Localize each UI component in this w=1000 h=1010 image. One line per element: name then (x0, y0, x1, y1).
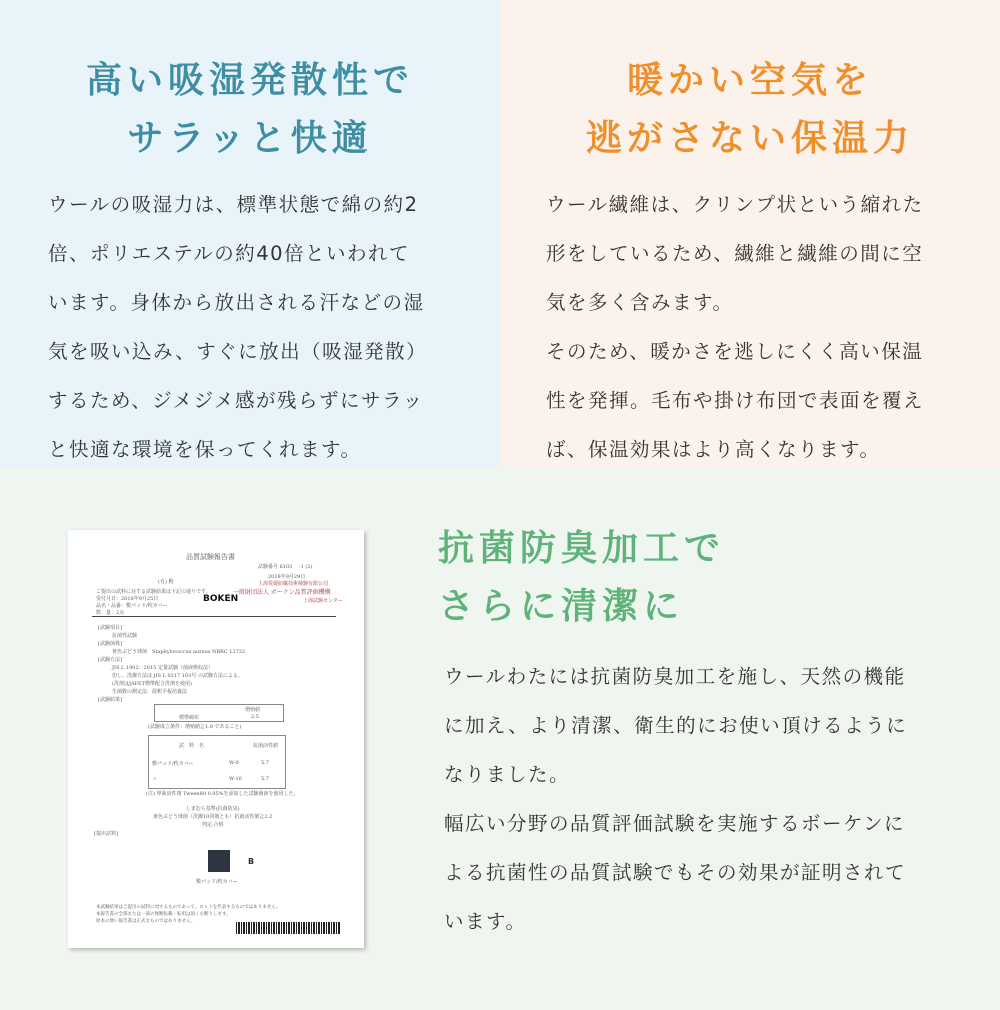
detail-line: (洗剤はJAFET標準配合洗剤を使用) (112, 681, 192, 687)
sample-label: 敷パッド/枕カバー (196, 879, 238, 885)
section-body (546, 180, 924, 474)
disclaimer-line: 本報告書の全部または一部の無断転載・転用は固くお断りします。 (96, 912, 231, 917)
detail-line: 但し、洗濯方法は JIS L 0217 103号 の試験方法による。 (112, 673, 243, 679)
section-title (438, 520, 725, 636)
table-header: 試 料 名 (179, 743, 205, 749)
title-line: 逃がさない保温力 (585, 118, 914, 159)
body-line: するため、ジメジメ感が残らずにサラッ (48, 389, 424, 412)
body-line: います。身体から放出される汗などの湿 (48, 291, 425, 314)
title-line: 高い吸湿発散性で (85, 60, 414, 101)
section-body (444, 652, 907, 946)
standard-block (153, 805, 272, 829)
section-title (0, 52, 500, 168)
received-date: 受付月日：2018年9月25日 (96, 596, 159, 602)
boken-logo: BOKEN (203, 594, 239, 604)
table-cell: 標準綿布 (179, 715, 200, 721)
title-line: サラッと快適 (127, 118, 373, 159)
body-line: 幅広い分野の品質評価試験を実施するボーケンに (444, 812, 906, 835)
section-title (500, 52, 1000, 168)
body-line: 倍、ポリエステルの約40倍といわれて (48, 242, 411, 265)
company-name: 一般財団法人 ボーケン品質評価機構 (233, 589, 331, 596)
body-line: 性を発揮。毛布や掛け布団で表面を覆え (546, 389, 925, 412)
report-date: 2018年9月29日 (268, 574, 306, 580)
body-line: に加え、より清潔、衛生的にお使い頂けるように (444, 714, 908, 737)
disclaimer-line: 原本の無い報告書は正式なものではありません。 (96, 919, 196, 924)
body-line: 形をしているため、繊維と繊維の間に空 (546, 242, 924, 265)
divider (92, 616, 336, 617)
table-cell: 2.5 (251, 714, 259, 720)
body-line: ウール繊維は、クリンプ状という縮れた (546, 193, 924, 216)
report-intro: ご提出の試料に対する試験結果は下記の通りです。 (96, 589, 211, 595)
table-cell: W-10 (229, 776, 242, 782)
standard-line: しまむら基準(抗菌防臭) (185, 806, 240, 812)
detail-line: JIS L 1902：2015 定量試験（菌液吸収法） (112, 665, 213, 671)
body-line: よる抗菌性の品質試験でもその効果が証明されて (444, 861, 907, 884)
fabric-sample (208, 850, 230, 872)
body-line: と快適な環境を保ってくれます。 (48, 438, 362, 461)
item-count: 数 量：2点 (96, 610, 125, 616)
body-line: なりました。 (444, 763, 571, 786)
table-header: 増殖値 (245, 707, 261, 713)
item-name: 品名・品番：敷パッド/枕カバー (96, 603, 168, 609)
attached-label: [提出試料] (94, 831, 118, 837)
body-line: ウールわたには抗菌防臭加工を施し、天然の機能 (444, 665, 906, 688)
test-report-image: 品質試験報告書 試験番号 6103 -1 (2) 2018年9月29日 (有) 殿 上海愛麗紡織技術検験有限公司 一般財団法人 ボーケン品質評価機構 BOKEN 上海試験センター ご提出の試料に対する試験結果は下記の通りです。 受付月日：2018年9月25日 品名・品番：敷パッド/枕カバー 数 量：2点 [試験項目] 抗菌性試験 [試験菌株] 黄色ぶどう球菌 Staphylococcus aureus NBRC 12732 [試験方法] JIS L 1902：2015 定量試験（菌液吸収法） 但し、洗濯方法は JIS L 0217 103号 の試験方法による。 (洗剤はJAFET標準配合洗剤を使用) 生菌数の測定法：混釈平板培養法 [試験結果] 増殖値 標準綿布 2.5 (試験成立条件：増殖値≧1.0 であること) 試 料 名 抗菌活性値 敷パッド/枕カバー W-0 5.7 〃 W-10 5.7 (注) 界面活性剤 Tween80 0.05%を添加した試験菌液を使用した。 しまむら基準(抗菌防臭) 黄色ぶどう球菌（洗濯10回後とも）抗菌活性値≧2.2 判定:合格 [提出試料] B 敷パッド/枕カバー 本試験結果はご提出の試料に対するものであって、ロットを代表するものではありません。 本報告書の全部または一部の無断転載・転用は固くお断りします。 原本の無い報告書は正式なものではありません。 (68, 530, 364, 948)
control-table (154, 704, 284, 722)
title-line: 抗菌防臭加工で (438, 528, 726, 569)
detail-line: 生菌数の測定法：混釈平板培養法 (112, 689, 188, 695)
disclaimer-line: 本試験結果はご提出の試料に対するものであって、ロットを代表するものではありません。 (96, 905, 281, 910)
report-to: (有) 殿 (158, 579, 174, 585)
detail-line: 黄色ぶどう球菌 Staphylococcus aureus NBRC 12732 (112, 649, 246, 655)
body-line: 気を吸い込み、すぐに放出（吸湿発散） (48, 340, 428, 363)
table-note: (試験成立条件：増殖値≧1.0 であること) (148, 724, 242, 730)
section-body (48, 180, 427, 474)
body-line: います。 (444, 910, 527, 933)
footnote: (注) 界面活性剤 Tween80 0.05%を添加した試験菌液を使用した。 (146, 791, 299, 797)
detail-line: [試験結果] (98, 697, 122, 703)
body-line: ば、保温効果はより高くなります。 (546, 438, 881, 461)
test-details (98, 624, 245, 704)
table-cell: W-0 (229, 760, 239, 766)
result-table (148, 735, 286, 789)
standard-line: 判定:合格 (201, 822, 224, 828)
report-heading: 品質試験報告書 (186, 553, 235, 561)
report-number: 試験番号 6103 -1 (2) (258, 564, 313, 570)
table-cell: 〃 (152, 777, 158, 783)
table-cell: 5.7 (261, 760, 269, 766)
body-line: 気を多く含みます。 (546, 291, 734, 314)
section-warmth (500, 0, 1000, 468)
body-line: そのため、暖かさを逃しにくく高い保温 (546, 340, 924, 363)
table-cell: 敷パッド/枕カバー (152, 761, 194, 767)
section-moisture (0, 0, 500, 468)
company-name: 上海愛麗紡織技術検験有限公司 (258, 581, 329, 587)
detail-line: [試験項目] (98, 625, 122, 631)
detail-line: [試験菌株] (98, 641, 122, 647)
detail-line: 抗菌性試験 (112, 633, 138, 639)
table-header: 抗菌活性値 (253, 743, 279, 749)
barcode (236, 922, 340, 934)
lab-name: 上海試験センター (303, 598, 343, 604)
standard-line: 黄色ぶどう球菌（洗濯10回後とも）抗菌活性値≧2.2 (153, 814, 273, 820)
table-cell: 5.7 (261, 776, 269, 782)
title-line: 暖かい空気を (626, 60, 873, 101)
body-line: ウールの吸湿力は、標準状態で綿の約2 (48, 193, 419, 216)
title-line: さらに清潔に (438, 586, 685, 627)
detail-line: [試験方法] (98, 657, 122, 663)
